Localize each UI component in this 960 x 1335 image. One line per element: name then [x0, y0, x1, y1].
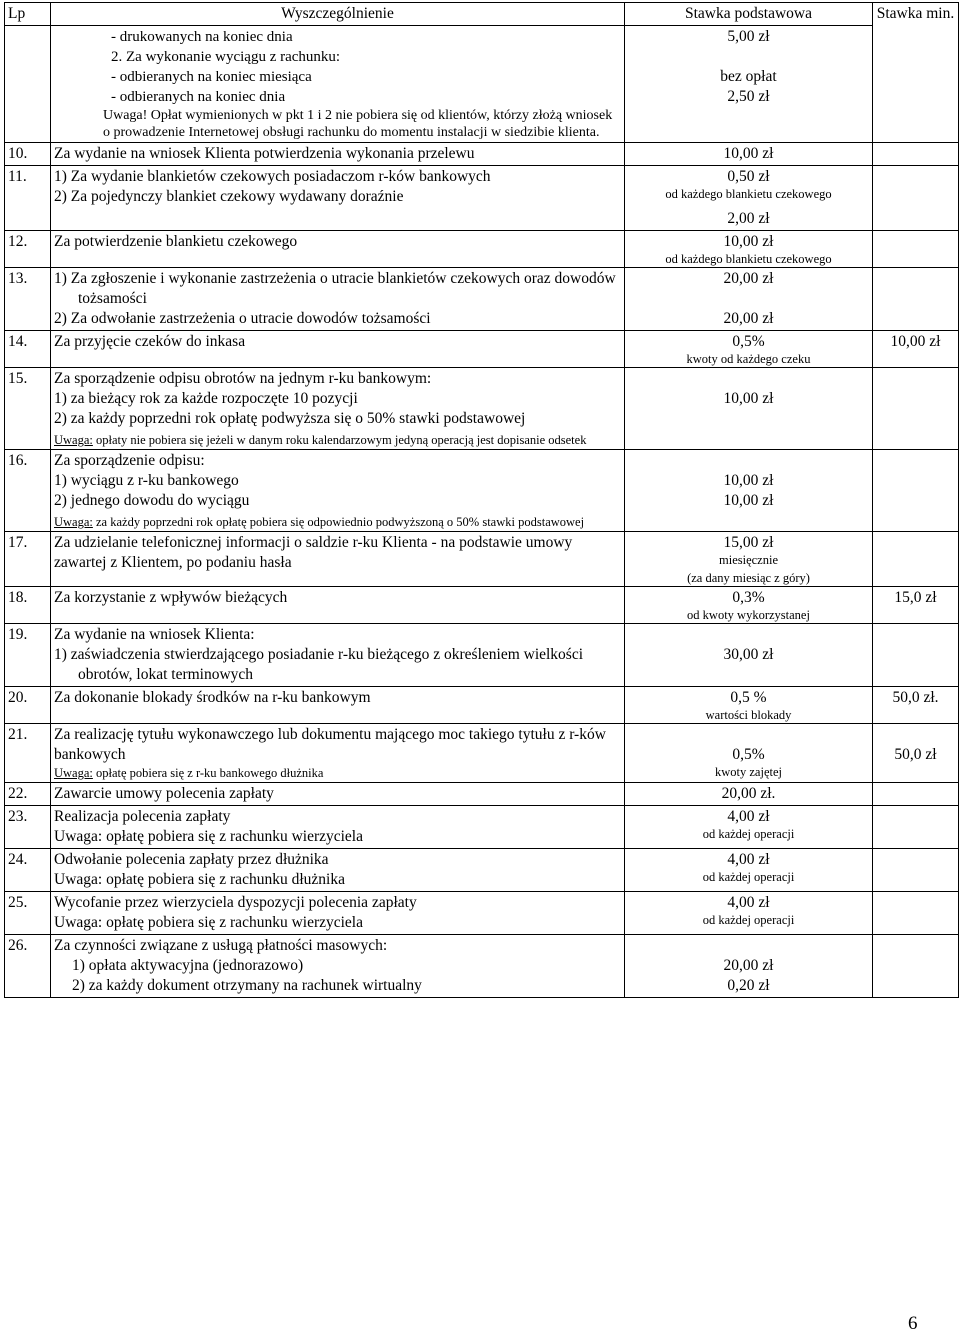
- table-row-22: 22. Zawarcie umowy polecenia zapłaty 20,00 zł.: [5, 783, 959, 806]
- page-number: 6: [908, 1313, 918, 1334]
- header-description: Wyszczególnienie: [51, 3, 625, 26]
- table-row-24: 24. Odwołanie polecenia zapłaty przez dłużnika Uwaga: opłatę pobiera się z rachunku dłużnika 4,00 zł od każdej operacji: [5, 849, 959, 892]
- header-lp: Lp: [5, 3, 51, 26]
- table-header-row: [5, 3, 959, 26]
- header-base-rate: Stawka podstawowa: [625, 3, 873, 26]
- table-row-21: 21. Za realizację tytułu wykonawczego lub dokumentu mającego moc takiego tytułu z r-ków bankowych Uwaga: opłatę pobiera się z r-ku bankowego dłużnika 0,5% kwoty zajętej 50,0 zł: [5, 724, 959, 783]
- header-min-rate: Stawka min.: [873, 3, 959, 143]
- table-row-continued: [5, 26, 959, 143]
- table-row-17: 17. Za udzielanie telefonicznej informacji o saldzie r-ku Klienta - na podstawie umowy zawartej z Klientem, po podaniu hasła 15,00 zł miesięcznie (za dany miesiąc z góry): [5, 532, 959, 587]
- continued-rates: 5,00 zł bez opłat 2,50 zł: [625, 26, 873, 143]
- table-row-26: 26. Za czynności związane z usługą płatności masowych: 1) opłata aktywacyjna (jednorazowo) 2) za każdy dokument otrzymany na rachunek wirtualny 20,00 zł 0,20 zł: [5, 935, 959, 998]
- continued-description: - drukowanych na koniec dnia 2. Za wykonanie wyciągu z rachunku: - odbieranych na koniec miesiąca - odbieranych na koniec dnia Uwaga! Opłat wymienionych w pkt 1 i 2 nie pobiera się od klientów, którzy złożą wniosek o prowadzenie Internetowej obsługi rachunku do momentu instalacji w siedzibie klienta.: [51, 26, 625, 143]
- table-row-25: 25. Wycofanie przez wierzyciela dyspozycji polecenia zapłaty Uwaga: opłatę pobiera się z rachunku wierzyciela 4,00 zł od każdej operacji: [5, 892, 959, 935]
- table-row-19: 19. Za wydanie na wniosek Klienta: 1) zaświadczenia stwierdzającego posiadanie r-ku bieżącego z określeniem wielkości obrotów, lokat terminowych 30,00 zł: [5, 624, 959, 687]
- table-row-15: 15. Za sporządzenie odpisu obrotów na jednym r-ku bankowym: 1) za bieżący rok za każde rozpoczęte 10 pozycji 2) za każdy poprzedni rok opłatę podwyższa się o 50% stawki podstawowej Uwaga: opłaty nie pobiera się jeżeli w danym roku kalendarzowym jedyną operacją jest dopisanie odsetek 10,00 zł: [5, 368, 959, 450]
- table-row-23: 23. Realizacja polecenia zapłaty Uwaga: opłatę pobiera się z rachunku wierzyciela 4,00 zł od każdej operacji: [5, 806, 959, 849]
- table-row-16: 16. Za sporządzenie odpisu: 1) wyciągu z r-ku bankowego 2) jednego dowodu do wyciągu Uwaga: za każdy poprzedni rok opłatę pobiera się odpowiednio podwyższoną o 50% stawki podstawowej 10,00 zł 10,00 zł: [5, 450, 959, 532]
- table-row-20: 20. Za dokonanie blokady środków na r-ku bankowym 0,5 % wartości blokady 50,0 zł.: [5, 687, 959, 724]
- table-row-18: 18. Za korzystanie z wpływów bieżących 0,3% od kwoty wykorzystanej 15,0 zł: [5, 587, 959, 624]
- table-row-13: 13. 1) Za zgłoszenie i wykonanie zastrzeżenia o utracie blankietów czekowych oraz dowodów tożsamości 2) Za odwołanie zastrzeżenia o utracie dowodów tożsamości 20,00 zł 20,00 zł: [5, 268, 959, 331]
- fee-table: [4, 2, 959, 998]
- table-row-14: 14. Za przyjęcie czeków do inkasa 0,5% kwoty od każdego czeku 10,00 zł: [5, 331, 959, 368]
- table-row-11: 11. 1) Za wydanie blankietów czekowych posiadaczom r-ków bankowych 2) Za pojedynczy blankiet czekowy wydawany doraźnie 0,50 zł od każdego blankietu czekowego 2,00 zł: [5, 166, 959, 231]
- table-row-10: 10. Za wydanie na wniosek Klienta potwierdzenia wykonania przelewu 10,00 zł: [5, 143, 959, 166]
- table-row-12: 12. Za potwierdzenie blankietu czekowego 10,00 zł od każdego blankietu czekowego: [5, 231, 959, 268]
